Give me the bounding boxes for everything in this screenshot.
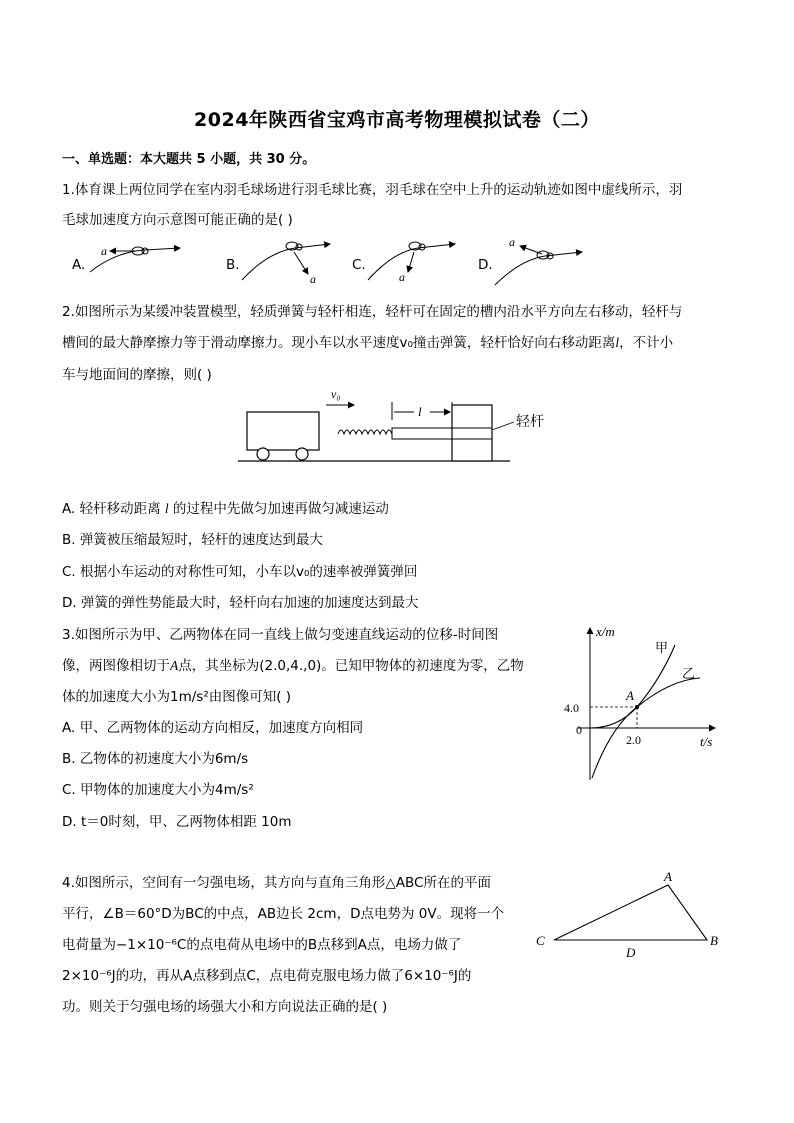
q1-c-label: a	[399, 270, 405, 284]
q1-figure-c	[368, 242, 455, 284]
y-tick-label: 4.0	[564, 701, 579, 715]
q2-option-a	[62, 497, 389, 517]
cart-body	[247, 412, 319, 450]
q1-option-c-label: C.	[352, 257, 366, 273]
q1-option-a-label: A.	[72, 257, 86, 273]
q3-option-a: A. 甲、乙两物体的运动方向相反，加速度方向相同	[62, 720, 364, 736]
section-heading: 一、单选题：本大题共 5 小题，共 30 分。	[62, 152, 316, 167]
origin-label: 0	[576, 723, 582, 737]
q1-option-b-label: B.	[226, 257, 240, 273]
q1-figure-a	[90, 244, 180, 272]
vertex-c-label: C	[536, 933, 545, 948]
q2-line2	[62, 331, 673, 351]
v0-label: v₀	[331, 387, 341, 401]
q3-xt-graph	[560, 620, 730, 785]
q2-buffer-figure	[230, 380, 560, 470]
curve-jia	[590, 645, 675, 728]
q1-figure-b	[242, 242, 330, 286]
q3-option-c: C. 甲物体的加速度大小为4m/s²	[62, 782, 254, 798]
q4-line1: 4.如图所示，空间有一匀强电场，其方向与直角三角形△ABC所在的平面	[62, 875, 491, 891]
vertex-b-label: B	[710, 933, 718, 948]
q3-line2	[62, 654, 524, 674]
q4-line5: 功。则关于匀强电场的场强大小和方向说法正确的是( )	[62, 999, 388, 1015]
q4-line3: 电荷量为−1×10⁻⁶C的点电荷从电场中的B点移到A点，电场力做了	[62, 937, 462, 953]
q1-option-figures	[0, 230, 794, 290]
q2-line1: 2.如图所示为某缓冲装置模型，轻质弹簧与轻杆相连，轻杆可在固定的槽内沿水平方向左右移动，轻杆与	[62, 304, 683, 320]
q3-option-b: B. 乙物体的初速度大小为6m/s	[62, 751, 249, 767]
q2-option-b: B. 弹簧被压缩最短时，轻杆的速度达到最大	[62, 532, 323, 548]
q1-a-label: a	[101, 244, 107, 258]
q3-line2-text: 像，两图像相切于	[62, 658, 170, 674]
q1-d-label: a	[509, 235, 515, 249]
rod-label: 轻杆	[516, 415, 544, 430]
tangent-point	[635, 705, 639, 709]
q3-option-d: D. t＝0时刻，甲、乙两物体相距 10m	[62, 814, 292, 830]
q4-line4: 2×10⁻⁶J的功，再从A点移到点C，点电荷克服电场力做了6×10⁻⁶J的	[62, 968, 472, 984]
x-axis-label: t/s	[700, 734, 713, 749]
q1-figure-d	[495, 235, 582, 285]
point-a-label: A	[626, 688, 634, 703]
jia-label: 甲	[655, 640, 669, 655]
cart-wheel-right	[296, 448, 308, 460]
q2-line2-tail: ，不计小	[619, 335, 674, 351]
q1-line2: 毛球加速度方向示意图可能正确的是( )	[62, 212, 293, 228]
q1-line1: 1.体育课上两位同学在室内羽毛球场进行羽毛球比赛，羽毛球在空中上升的运动轨迹如图中虚线所示，羽	[62, 182, 683, 198]
q2-line3: 车与地面间的摩擦，则( )	[62, 367, 212, 383]
yi-label: 乙	[682, 666, 696, 681]
page-title: 2024年陕西省宝鸡市高考物理模拟试卷（二）	[194, 109, 600, 131]
q3-line1: 3.如图所示为甲、乙两物体在同一直线上做匀变速直线运动的位移-时间图	[62, 627, 499, 643]
q2-option-a-var: l	[164, 501, 169, 516]
q2-line2-text: 槽间的最大静摩擦力等于滑动摩擦力。现小车以水平速度v₀撞击弹簧，轻杆恰好向右移动距离	[62, 335, 616, 351]
q1-option-d-label: D.	[478, 257, 493, 273]
vertex-a-label: A	[664, 869, 672, 884]
q3-line2-point: A	[170, 658, 179, 673]
triangle-abc	[554, 885, 707, 940]
x-tick-label: 2.0	[626, 733, 641, 747]
spring	[338, 430, 400, 434]
q2-option-d: D. 弹簧的弹性势能最大时，轻杆向右加速的加速度达到最大	[62, 595, 419, 611]
y-axis-label: x/m	[596, 624, 615, 639]
q4-line2: 平行，∠B＝60°D为BC的中点，AB边长 2cm，D点电势为 0V。现将一个	[62, 906, 505, 922]
q2-option-a-tail: 的过程中先做匀加速再做匀减速运动	[168, 501, 389, 517]
q3-line2-tail: 点，其坐标为(2.0,4.,0)。已知甲物体的初速度为零，乙物	[178, 658, 524, 674]
q4-triangle-figure	[530, 865, 730, 960]
point-d-label: D	[626, 945, 636, 960]
q2-option-a-text: A. 轻杆移动距离	[62, 501, 165, 517]
cart-wheel-left	[257, 448, 269, 460]
q2-line2-var-l: l	[615, 335, 620, 350]
slot-block	[452, 405, 492, 461]
l-dimension-label: l	[418, 404, 422, 419]
q2-option-c: C. 根据小车运动的对称性可知，小车以v₀的速率被弹簧弹回	[62, 564, 418, 580]
q1-b-label: a	[310, 272, 316, 286]
q3-line3: 体的加速度大小为1m/s²由图像可知( )	[62, 689, 292, 705]
